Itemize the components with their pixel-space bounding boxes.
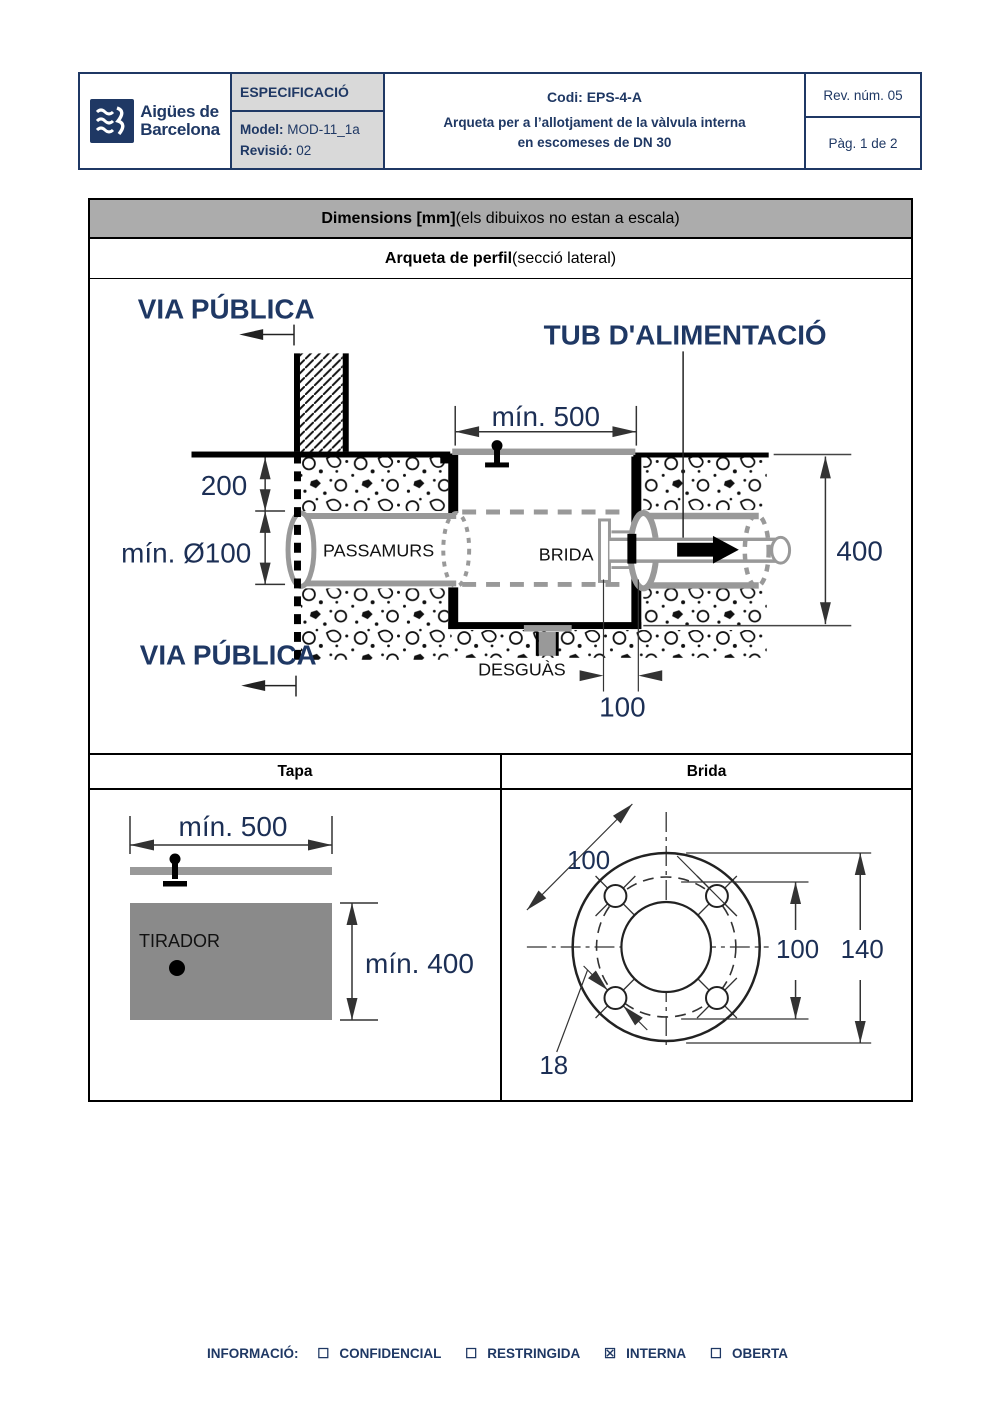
spec-label: ESPECIFICACIÓ xyxy=(232,74,383,112)
brida-drawing-cell xyxy=(502,790,911,1100)
tirador-dot-icon xyxy=(169,960,185,976)
checkbox-checked-icon: ☒ xyxy=(604,1346,617,1361)
checkbox-unchecked-icon: ☐ xyxy=(317,1346,330,1361)
tapa-top-view xyxy=(130,903,332,1020)
brida-header: Brida xyxy=(686,762,727,780)
dim-o100-label: mín. Ø100 xyxy=(121,537,252,569)
via-publica-bottom-label: VIA PÚBLICA xyxy=(139,639,317,671)
passamurs-pipe xyxy=(288,513,469,586)
title-line-1: Arqueta per a l’allotjament de la vàlvula interna xyxy=(443,115,746,130)
via-publica-top-label: VIA PÚBLICA xyxy=(137,293,315,325)
profile-drawing-cell xyxy=(90,279,911,755)
checkbox-interna-label: INTERNA xyxy=(626,1346,687,1361)
dimension-400 xyxy=(820,457,831,625)
tub-alimentacio-label: TUB D'ALIMENTACIÓ xyxy=(543,319,827,351)
checkbox-oberta-label: OBERTA xyxy=(732,1346,788,1361)
checkbox-unchecked-icon: ☐ xyxy=(709,1346,722,1361)
revision-cell xyxy=(806,74,920,168)
brida-18-label: 18 xyxy=(539,1051,569,1081)
page-number: Pàg. 1 de 2 xyxy=(828,135,898,151)
desguas-label: DESGUÀS xyxy=(478,659,566,680)
revisio-label: Revisió: xyxy=(240,142,293,158)
tapa-header: Tapa xyxy=(90,755,502,788)
dimension-min-o100 xyxy=(255,511,285,584)
sub-drawings-row xyxy=(90,790,911,1100)
model-label: Model: xyxy=(240,122,284,138)
tapa-side-view-bar xyxy=(130,867,332,875)
checkbox-oberta xyxy=(705,1346,793,1361)
sub-drawing-headers xyxy=(90,755,911,790)
spec-cell xyxy=(232,74,385,168)
checkbox-interna xyxy=(599,1346,691,1361)
profile-title-rest: (secció lateral) xyxy=(512,249,617,267)
profile-title-bar xyxy=(90,239,911,279)
brand-name xyxy=(140,103,220,139)
brand-line-1: Aigües de xyxy=(140,102,219,122)
classification-footer xyxy=(0,1346,1000,1362)
revisio-value: 02 xyxy=(292,142,312,158)
dimensions-bar-bold: Dimensions [mm] xyxy=(321,209,456,227)
document-title xyxy=(443,113,745,154)
tirador-label: TIRADOR xyxy=(139,931,220,951)
via-publica-bottom-arrow xyxy=(241,676,296,697)
model-value: MOD-11_1a xyxy=(283,122,360,138)
dim-min500-label: mín. 500 xyxy=(491,400,600,432)
document-header xyxy=(78,72,922,170)
footer-label: INFORMACIÓ: xyxy=(206,1346,299,1361)
flange-bore-circle xyxy=(621,902,711,992)
profile-drawing xyxy=(90,279,911,753)
brida-v140-label: 140 xyxy=(840,935,884,965)
passamurs-label: PASSAMURS xyxy=(323,540,435,561)
dim-400-label: 400 xyxy=(836,535,883,567)
tapa-drawing-cell xyxy=(90,790,502,1100)
logo-cell xyxy=(80,74,232,168)
checkbox-confidencial-label: CONFIDENCIAL xyxy=(339,1346,442,1361)
brand-line-2: Barcelona xyxy=(140,120,220,139)
aigues-de-barcelona-logo-icon xyxy=(90,99,134,143)
profile-title-bold: Arqueta de perfil xyxy=(384,249,513,267)
revisio-row xyxy=(240,143,375,158)
hatched-wall xyxy=(294,353,349,451)
brida-label: BRIDA xyxy=(538,544,594,565)
dimensions-bar xyxy=(90,200,911,239)
model-row xyxy=(240,122,375,137)
dim-200-label: 200 xyxy=(200,470,248,502)
brida-diag-100-label: 100 xyxy=(567,846,611,876)
checkbox-restringida xyxy=(460,1346,585,1361)
document-code: Codi: EPS-4-A xyxy=(547,88,642,105)
via-publica-top-arrow xyxy=(239,325,294,346)
tapa-min400-label: mín. 400 xyxy=(365,948,474,979)
drawing-table xyxy=(88,198,913,1102)
dim-100-label: 100 xyxy=(599,691,646,723)
cover-bar xyxy=(452,449,635,455)
rev-number: Rev. núm. 05 xyxy=(806,74,920,118)
checkbox-restringida-label: RESTRINGIDA xyxy=(487,1346,581,1361)
checkbox-unchecked-icon: ☐ xyxy=(465,1346,478,1361)
dimensions-bar-rest: (els dibuixos no estan a escala) xyxy=(455,209,680,227)
tapa-drawing xyxy=(90,790,500,1100)
title-line-2: en escomeses de DN 30 xyxy=(517,135,672,151)
tapa-min500-label: mín. 500 xyxy=(178,811,288,842)
checkbox-confidencial xyxy=(312,1346,446,1361)
dimension-200 xyxy=(255,457,285,511)
brida-drawing xyxy=(502,790,911,1100)
title-cell xyxy=(385,74,806,168)
brida-v100-label: 100 xyxy=(775,935,820,965)
